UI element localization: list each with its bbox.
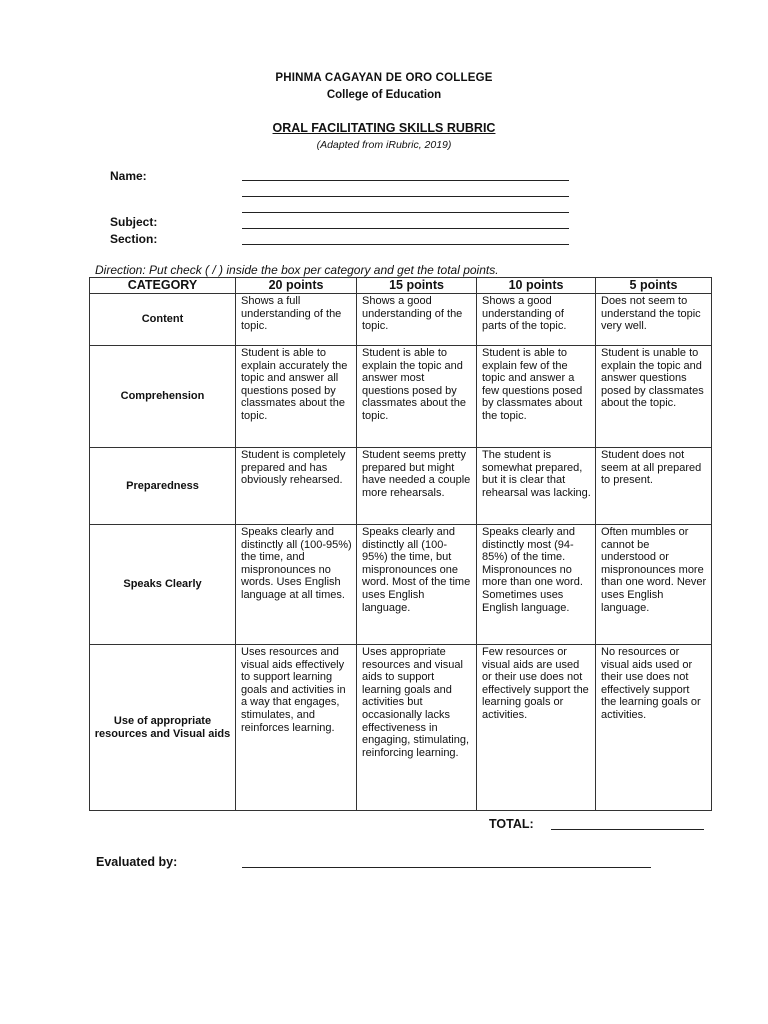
criterion-cell[interactable]: Student is able to explain the topic and answer most questions posed by classmates about the topic. bbox=[357, 346, 477, 448]
section-label: Section: bbox=[110, 232, 158, 246]
table-row bbox=[90, 294, 712, 346]
criterion-cell[interactable]: Few resources or visual aids are used or their use does not effectively support the learning goals or activities. bbox=[477, 645, 596, 811]
criterion-cell[interactable]: Often mumbles or cannot be understood or mispronounces more than one word. Never uses English language. bbox=[596, 525, 712, 645]
criterion-cell[interactable]: Shows a good understanding of parts of the topic. bbox=[477, 294, 596, 346]
header-category: CATEGORY bbox=[90, 278, 236, 294]
category-visual-aids: Use of appropriate resources and Visual aids bbox=[90, 645, 236, 811]
subject-line[interactable] bbox=[242, 228, 569, 229]
section-line[interactable] bbox=[242, 244, 569, 245]
criterion-cell[interactable]: Speaks clearly and distinctly all (100-95%) the time, but mispronounces one word. Most of the time uses English language. bbox=[357, 525, 477, 645]
header-10-points: 10 points bbox=[477, 278, 596, 294]
table-header-row bbox=[90, 278, 712, 294]
criterion-cell[interactable]: Shows a full understanding of the topic. bbox=[236, 294, 357, 346]
table-row bbox=[90, 525, 712, 645]
criterion-cell[interactable]: Shows a good understanding of the topic. bbox=[357, 294, 477, 346]
criterion-cell[interactable]: Student is completely prepared and has obviously rehearsed. bbox=[236, 448, 357, 525]
criterion-cell[interactable]: Uses resources and visual aids effectively to support learning goals and activities in a way that engages, stimulates, and reinforces learning. bbox=[236, 645, 357, 811]
direction-text: Direction: Put check ( / ) inside the box per category and get the total points. bbox=[95, 263, 499, 277]
table-row bbox=[90, 645, 712, 811]
total-label: TOTAL: bbox=[489, 817, 534, 831]
criterion-cell[interactable]: No resources or visual aids used or their use does not effectively support the learning goals or activities. bbox=[596, 645, 712, 811]
criterion-cell[interactable]: Student seems pretty prepared but might have needed a couple more rehearsals. bbox=[357, 448, 477, 525]
criterion-cell[interactable]: Student does not seem at all prepared to present. bbox=[596, 448, 712, 525]
total-line[interactable] bbox=[551, 829, 704, 830]
category-content: Content bbox=[90, 294, 236, 346]
criterion-cell[interactable]: Speaks clearly and distinctly all (100-95%) the time, and mispronounces no words. Uses English language at all times. bbox=[236, 525, 357, 645]
criterion-cell[interactable]: Student is able to explain few of the topic and answer a few questions posed by classmates about the topic. bbox=[477, 346, 596, 448]
criterion-cell[interactable]: Student is able to explain accurately the topic and answer all questions posed by classmates about the topic. bbox=[236, 346, 357, 448]
college-name: PHINMA CAGAYAN DE ORO COLLEGE bbox=[275, 72, 493, 84]
name-line-1[interactable] bbox=[242, 180, 569, 181]
criterion-cell[interactable]: Student is unable to explain the topic and answer questions posed by classmates about the topic. bbox=[596, 346, 712, 448]
header-20-points: 20 points bbox=[236, 278, 357, 294]
rubric-table bbox=[89, 277, 712, 811]
criterion-cell[interactable]: Speaks clearly and distinctly most (94-85%) of the time. Mispronounces no more than one word. Sometimes uses English language. bbox=[477, 525, 596, 645]
name-label: Name: bbox=[110, 169, 147, 183]
source-note: (Adapted from iRubric, 2019) bbox=[316, 139, 452, 151]
criterion-cell[interactable]: The student is somewhat prepared, but it is clear that rehearsal was lacking. bbox=[477, 448, 596, 525]
criterion-cell[interactable]: Uses appropriate resources and visual aids to support learning goals and activities but occasionally lacks effectiveness in engaging, stimulating, reinforcing learning. bbox=[357, 645, 477, 811]
table-row bbox=[90, 448, 712, 525]
page-title: ORAL FACILITATING SKILLS RUBRIC bbox=[272, 121, 496, 135]
name-line-3[interactable] bbox=[242, 212, 569, 213]
category-speaks-clearly: Speaks Clearly bbox=[90, 525, 236, 645]
table-row bbox=[90, 346, 712, 448]
evaluated-by-line[interactable] bbox=[242, 867, 651, 868]
department-name: College of Education bbox=[326, 89, 442, 101]
category-preparedness: Preparedness bbox=[90, 448, 236, 525]
subject-label: Subject: bbox=[110, 215, 158, 229]
name-line-2[interactable] bbox=[242, 196, 569, 197]
criterion-cell[interactable]: Does not seem to understand the topic very well. bbox=[596, 294, 712, 346]
category-comprehension: Comprehension bbox=[90, 346, 236, 448]
evaluated-by-label: Evaluated by: bbox=[96, 855, 178, 869]
header-5-points: 5 points bbox=[596, 278, 712, 294]
header-15-points: 15 points bbox=[357, 278, 477, 294]
